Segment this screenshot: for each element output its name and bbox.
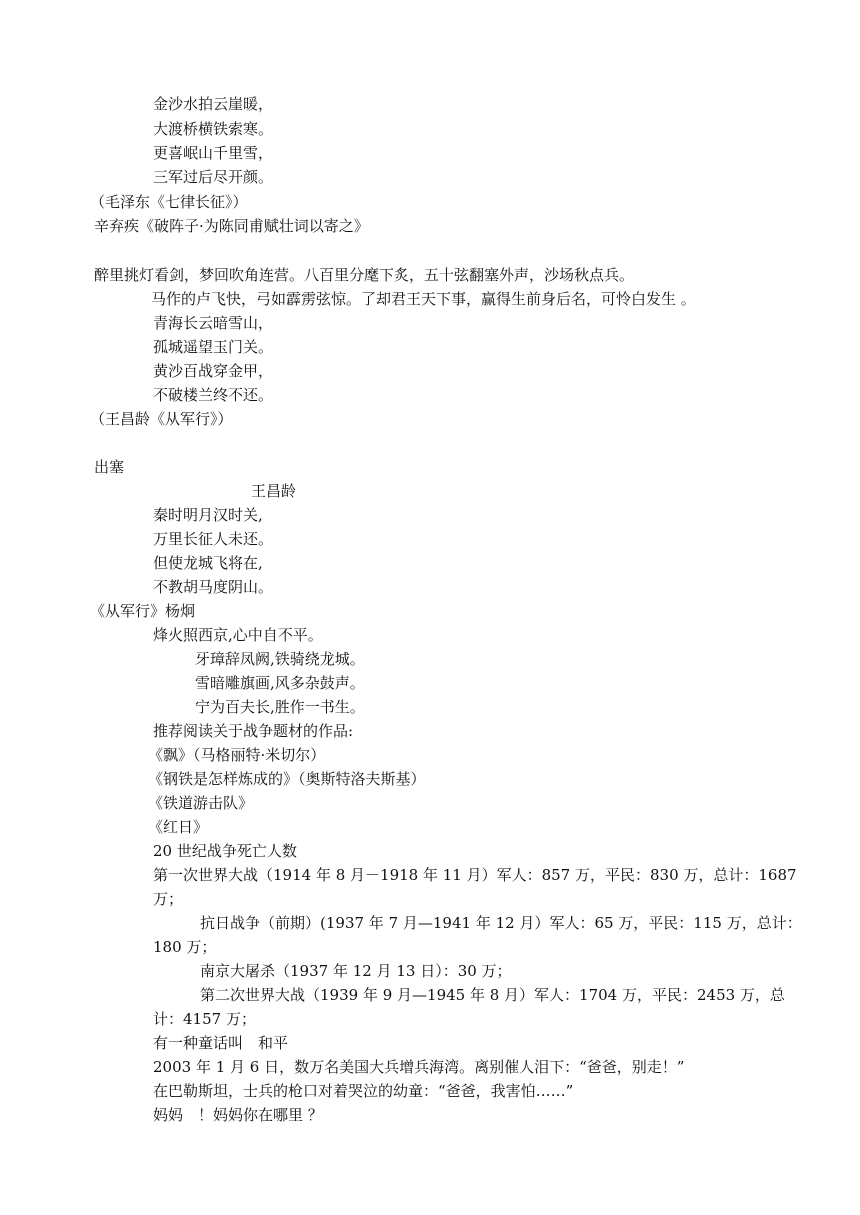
text-line: 计：4157 万； (153, 1010, 256, 1028)
text-line: 第二次世界大战（1939 年 9 月—1945 年 8 月）军人：1704 万，平民：2453 万，总 (200, 986, 785, 1004)
poem-line: 牙璋辞凤阙,铁骑绕龙城。 (195, 650, 365, 668)
poem-line: 马作的卢飞快，弓如霹雳弦惊。了却君王天下事，赢得生前身后名，可怜白发生 。 (151, 290, 696, 308)
poem-line: 金沙水拍云崖暖， (153, 95, 274, 113)
poem-line: 但使龙城飞将在, (153, 554, 263, 572)
section-heading: 20 世纪战争死亡人数 (153, 842, 297, 860)
reading-item: 《铁道游击队》 (148, 794, 254, 812)
reading-item: 《飘》（马格丽特·米切尔） (148, 746, 326, 764)
text-line: 180 万； (153, 938, 217, 956)
poem-line: 不破楼兰终不还。 (153, 386, 274, 404)
poem-line: 不教胡马度阴山。 (153, 578, 274, 596)
poem-title: 辛弃疾《破阵子·为陈同甫赋壮词以寄之》 (94, 217, 369, 235)
poem-line: 三军过后尽开颜。 (153, 168, 274, 186)
poem-source: （毛泽东《七律长征》） (90, 193, 248, 211)
reading-item: 《钢铁是怎样炼成的》（奥斯特洛夫斯基） (148, 770, 426, 788)
text-line: 妈妈 ！妈妈你在哪里 ？ (153, 1106, 323, 1124)
poem-line: 孤城遥望玉门关。 (153, 338, 274, 356)
poem-line: 黄沙百战穿金甲， (153, 362, 274, 380)
text-line: 有一种童话叫 和平 (153, 1034, 289, 1052)
poem-source: （王昌龄《从军行》） (90, 410, 233, 428)
text-line: 2003 年 1 月 6 日，数万名美国大兵增兵海湾。离别催人泪下：“爸爸，别走！” (153, 1058, 685, 1076)
text-line: 万； (153, 890, 184, 908)
text-line: 第一次世界大战（1914 年 8 月－1918 年 11 月）军人：857 万，平民：830 万，总计：1687 (153, 866, 797, 884)
reading-item: 《红日》 (148, 818, 209, 836)
poem-line: 大渡桥横铁索寒。 (153, 120, 274, 138)
text-line: 南京大屠杀（1937 年 12 月 13 日）：30 万； (200, 962, 512, 980)
poem-title: 出塞 (94, 458, 125, 476)
poem-title: 《从军行》杨炯 (90, 602, 196, 620)
poem-line: 更喜岷山千里雪， (153, 144, 274, 162)
poem-line: 青海长云暗雪山， (153, 314, 274, 332)
poem-line: 宁为百夫长,胜作一书生。 (195, 698, 365, 716)
poem-line: 秦时明月汉时关, (153, 506, 263, 524)
poem-line: 万里长征人未还。 (153, 530, 274, 548)
poem-line: 烽火照西京,心中自不平。 (153, 626, 323, 644)
reading-heading: 推荐阅读关于战争题材的作品: (153, 722, 354, 740)
text-line: 抗日战争（前期）(1937 年 7 月—1941 年 12 月）军人：65 万，平民：115 万，总计： (200, 914, 802, 932)
poem-author: 王昌龄 (251, 482, 297, 500)
poem-line: 醉里挑灯看剑，梦回吹角连营。八百里分麾下炙，五十弦翻塞外声，沙场秋点兵。 (94, 266, 635, 284)
text-line: 在巴勒斯坦，士兵的枪口对着哭泣的幼童：“爸爸，我害怕……” (153, 1082, 574, 1100)
poem-line: 雪暗雕旗画,风多杂鼓声。 (195, 674, 365, 692)
